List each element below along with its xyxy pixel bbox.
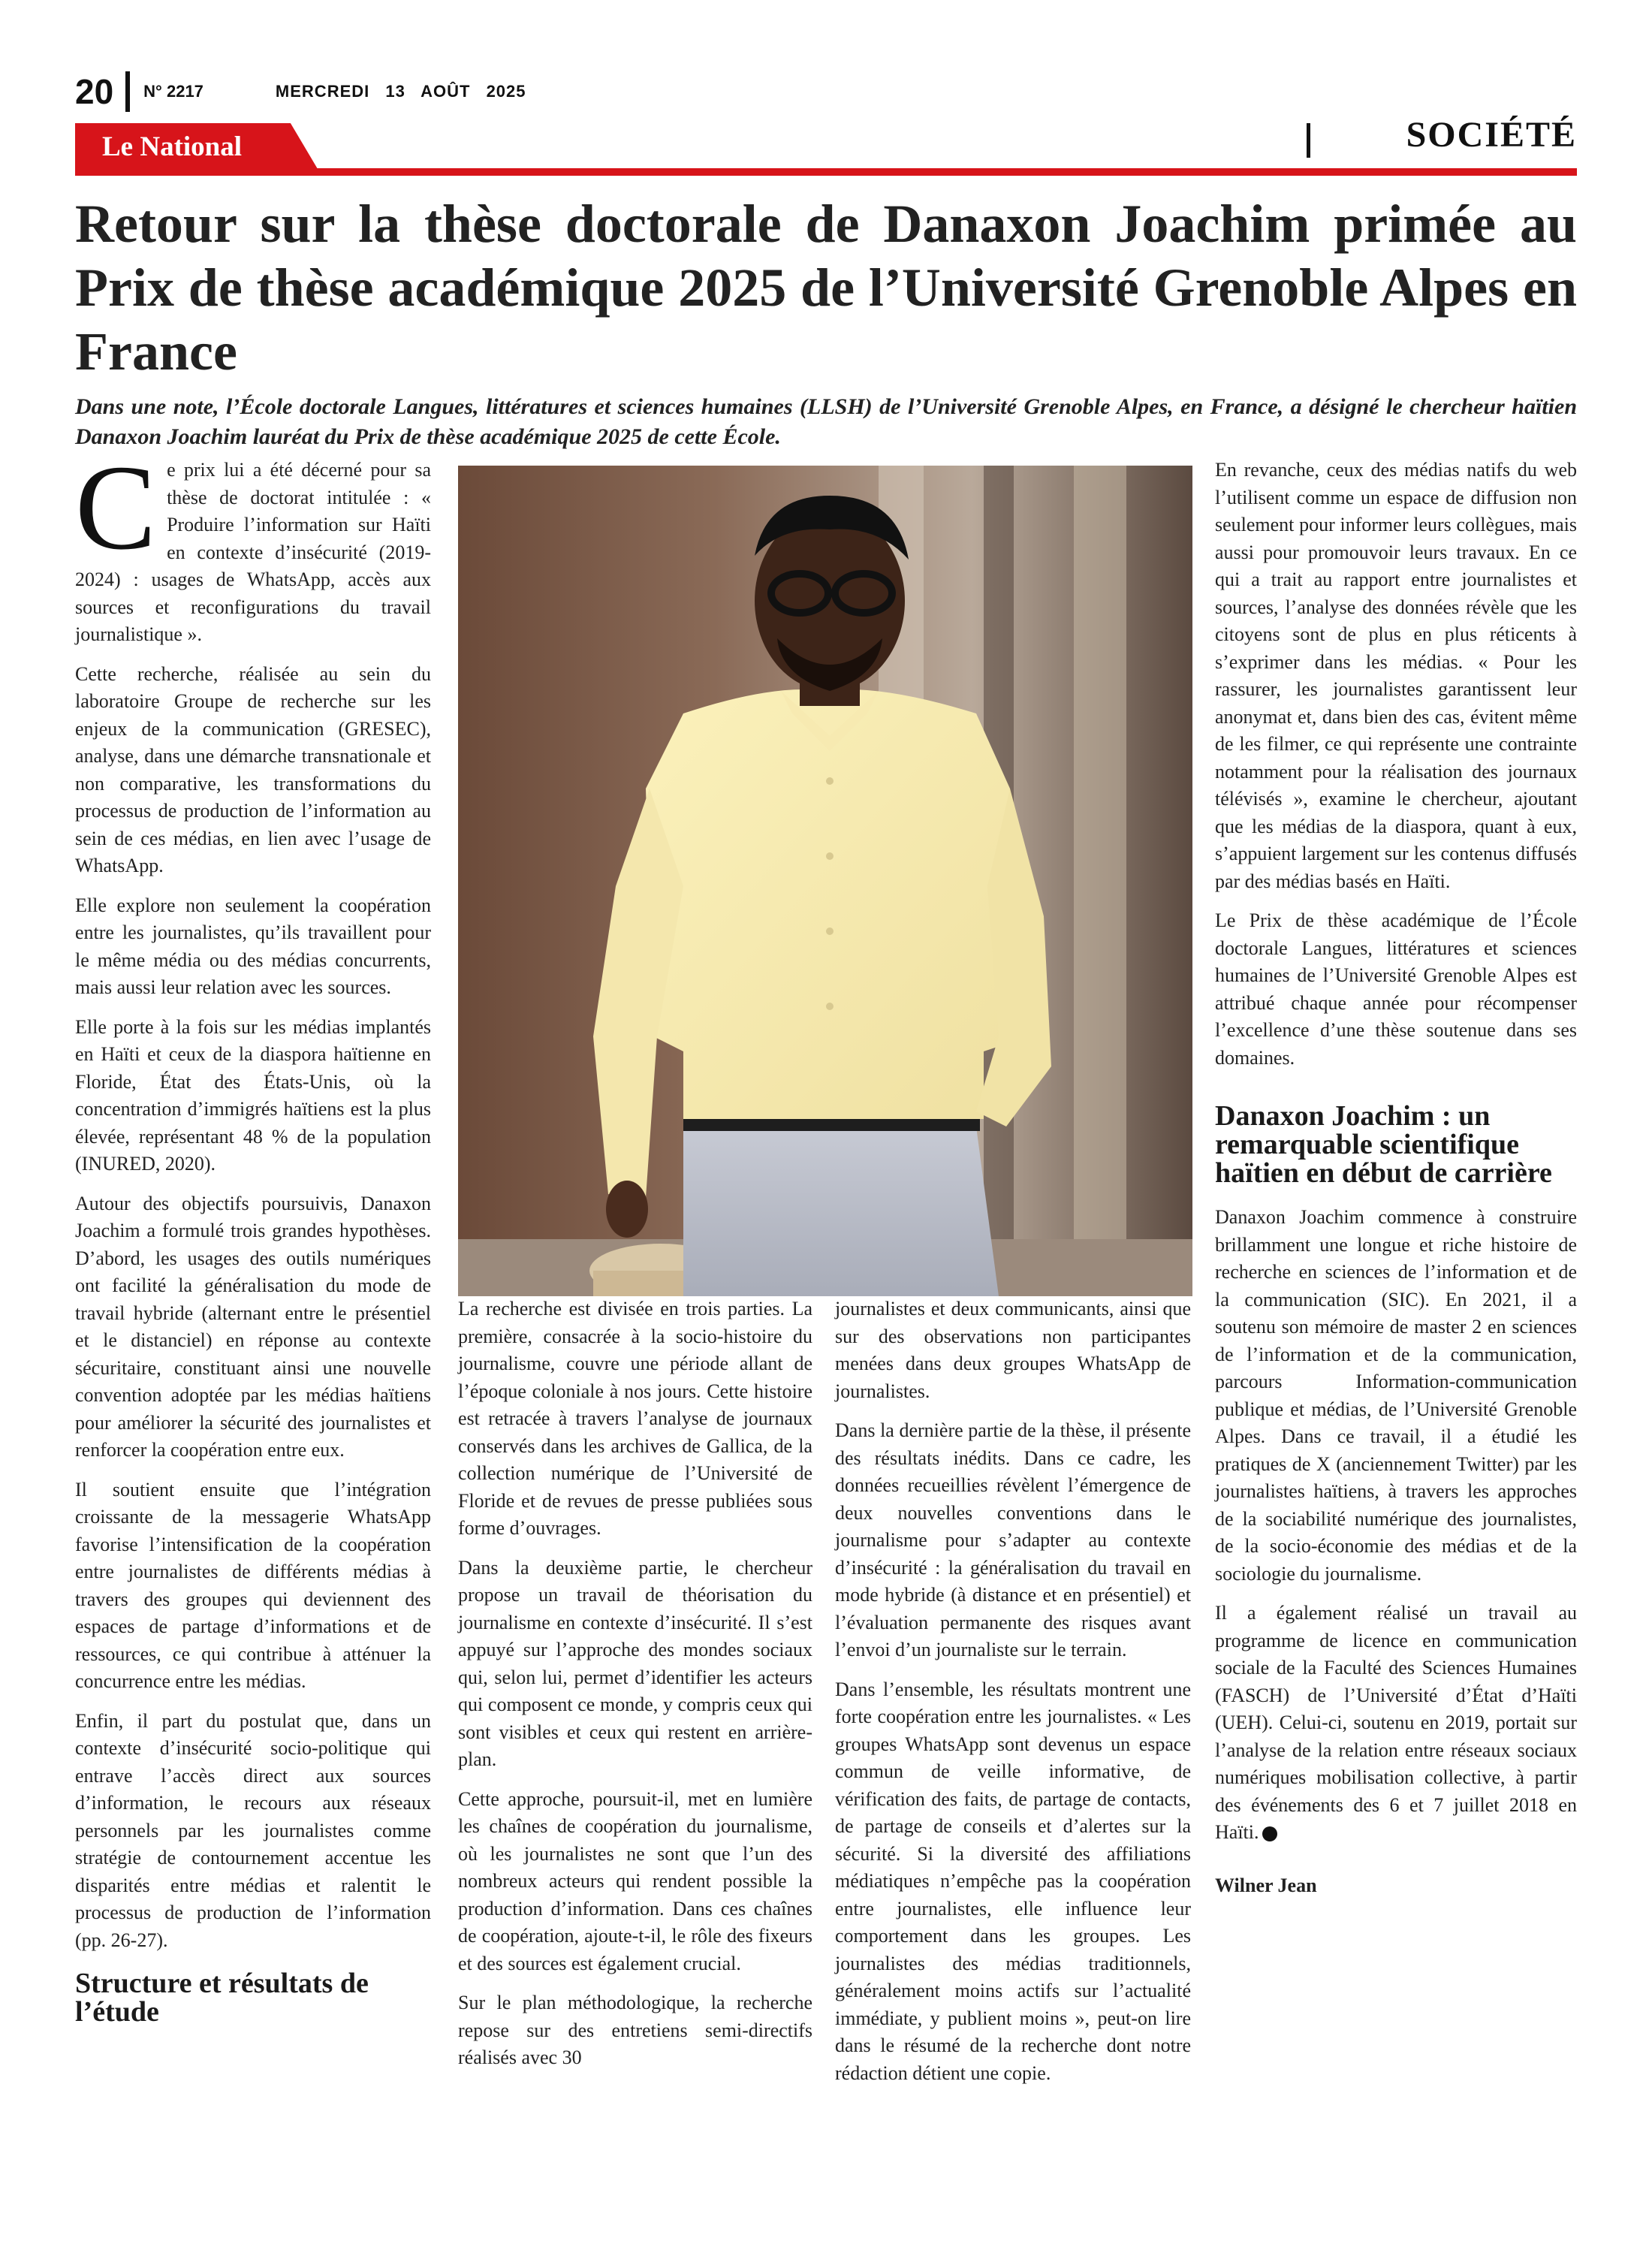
paragraph [1215,1600,1577,1847]
paragraph: Cette recherche, réalisée au sein du laboratoire Groupe de recherche sur les enjeux de la communication (GRESEC), analyse, dans une démarche transnationale et non comparative, les transformations du processus de production de l’information au sein de ces médias, en lien avec l’usage de WhatsApp. [75,662,431,876]
paragraph [75,441,431,649]
column-2 [458,1295,812,2084]
paragraph: Dans l’ensemble, les résultats montrent une forte coopération entre les journalistes. « Les groupes WhatsApp sont devenus un espace commun de veille informative, de vérification des faits, de partage de contacts, de partage de conseils et d’alertes sur la sécurité. Si la diversité des affiliations médiatiques n’empêche pas la coopération entre journalistes, elle influence leur comportement dans les groupes. Les journalistes des médias traditionnels, généralement moins actifs sur l’actualité immédiate, y publient moins », peut-on lire dans le résumé de la recherche dont notre rédaction détient une copie. [835,1678,1191,2084]
publication-date: MERCREDI 13 AOÛT 2025 [275,82,526,101]
paragraph: Cette approche, poursuit-il, met en lumière les chaînes de coopération du journalisme, où les journalistes ne sont que l’un des nombreux acteurs qui rendent possible la production d’information. Dans ces chaînes de coopération, ajoute-t-il, le rôle des fixeurs et des sources est également crucial. [458,1787,812,1974]
drop-cap: C [75,441,157,575]
paragraph: journalistes et deux communicants, ainsi que sur des observations non participantes menées dans deux groupes WhatsApp de journalistes. [835,1298,1191,1402]
paragraph-text: Il a également réalisé un travail au programme de licence en communication sociale de la Faculté des Sciences Humaines (FASCH) de l’Université d’État d’Haïti (UEH). Celui-ci, soutenu en 2019, portait sur l’analyse de la relation entre réseaux sociaux numériques mobilisation collective, à partir des événements des 6 et 7 juillet 2018 en Haïti. [1215,1602,1577,1843]
header-rule [75,168,1577,176]
author-signature: Wilner Jean [1215,1874,1317,1896]
paragraph: Dans la dernière partie de la thèse, il présente des résultats inédits. Dans ce cadre, les données recueillies révèlent l’émergence de deux nouvelles conventions dans le journalisme pour s’adapter au contexte d’insécurité : la généralisation du travail en mode hybride (à distance et en présentiel) et l’évaluation permanente des risques avant l’envoi d’un journaliste sur le terrain. [835,1419,1191,1660]
issue-number: N° 2217 [143,82,203,101]
column-3 [835,1295,1191,2099]
column-4 [1215,457,1577,1899]
paragraph: Elle porte à la fois sur les médias implantés en Haïti et ceux de la diaspora haïtienne en Floride, État des États-Unis, où la concentration d’immigrés haïtiens est la plus élevée, représentant 48 % de la population (INURED, 2020). [75,1015,431,1175]
article-lede: Dans une note, l’École doctorale Langues, littératures et sciences humaines (LLSH) de l’Université Grenoble Alpes, en France, a désigné le chercheur haïtien Danaxon Joachim lauréat du Prix de thèse académique 2025 de cette École. [75,394,1577,449]
subheading: Danaxon Joachim : un remarquable scientifique haïtien en début de carrière [1215,1100,1552,1189]
brand-name: Le National [102,131,243,162]
paragraph: Le Prix de thèse académique de l’École doctorale Langues, littératures et sciences humaines de l’Université Grenoble Alpes est attribué chaque année pour récompenser l’excellence d’une thèse soutenue dans ses domaines. [1215,909,1577,1069]
end-mark-icon [1262,1826,1277,1841]
article-title: Retour sur la thèse doctorale de Danaxon Joachim primée au Prix de thèse académique 2025 de l’Université Grenoble Alpes en France [75,194,1577,382]
article-photo [458,466,1192,1296]
paragraph: Dans la deuxième partie, le chercheur propose un travail de théorisation du journalisme en contexte d’insécurité. Il s’est appuyé sur l’approche des mondes sociaux qui, selon lui, permet d’identifier les acteurs qui composent ce monde, y compris ceux qui sont visibles et ceux qui restent en arrière-plan. [458,1556,812,1770]
paragraph: En revanche, ceux des médias natifs du web l’utilisent comme un espace de diffusion non seulement pour informer leurs collègues, mais aussi pour promouvoir leurs travaux. En ce qui a trait au rapport entre journalistes et sources, l’analyse des données révèle que les citoyens sont de plus en plus réticents à s’exprimer dans les médias. « Pour les rassurer, les journalistes garantissent leur anonymat et, dans bien des cas, évitent même de les filmer, ce qui représente une contrainte notamment pour la réalisation des journaux télévisés », examine le chercheur, ajoutant que les médias de la diaspora, quant à eux, s’appuient largement sur les contenus diffusés par des médias basés en Haïti. [1215,459,1577,892]
paragraph: Elle explore non seulement la coopération entre les journalistes, qu’ils travaillent pour le même média ou des médias concurrents, mais aussi leur relation avec les sources. [75,894,431,998]
header-divider [125,71,130,112]
page-header [75,69,526,114]
paragraph: Autour des objectifs poursuivis, Danaxon Joachim a formulé trois grandes hypothèses. D’abord, les usages des outils numériques ont facilité la généralisation du mode de travail hybride (alternant entre le présentiel et le distanciel) en réponse au contexte sécuritaire, constituant ainsi une nouvelle convention adoptée par les médias haïtiens pour améliorer la sécurité des journalistes et renforcer la coopération entre eux. [75,1192,431,1461]
section-name: SOCIÉTÉ [1406,115,1577,155]
subheading: Structure et résultats de l’étude [75,1968,369,2028]
paragraph: Sur le plan méthodologique, la recherche repose sur des entretiens semi-directifs réalisés avec 30 [458,1992,812,2068]
paragraph: Danaxon Joachim commence à construire brillamment une longue et riche histoire de recherche en sciences de l’information et de la communication (SIC). En 2021, il a soutenu son mémoire de master 2 en sciences de l’information et de la communication, parcours Information-communication publique et médias, de l’Université Grenoble Alpes. Dans ce travail, il a étudié les pratiques de X (anciennement Twitter) par les journalistes haïtiens, à travers les approches de la sociabilité numérique des journalistes, de la socio-économie des médias et de la sociologie du journalisme. [1215,1206,1577,1585]
paragraph-text: e prix lui a été décerné pour sa thèse de doctorat intitulée : « Produire l’information sur Haïti en contexte d’insécurité (2019-2024) : usages de WhatsApp, accès aux sources et reconfigurations du travail journalistique ». [75,459,431,645]
portrait-photo [458,466,1192,1296]
paragraph: Enfin, il part du postulat que, dans un contexte d’insécurité socio-politique qui entrave l’accès direct aux sources d’information, le recours aux réseaux personnels par les journalistes comme stratégie de contournement accentue les disparités entre médias et ralentit le processus de production de l’information (pp. 26-27). [75,1709,431,1951]
column-1 [75,441,431,2043]
paragraph: La recherche est divisée en trois parties. La première, consacrée à la socio-histoire du journalisme, couvre une période allant de l’époque coloniale à nos jours. Cette histoire est retracée à travers l’analyse de journaux conservés dans les archives de Gallica, de la collection numérique de l’Université de Floride et de revues de presse publiées sous forme d’ouvrages. [458,1298,812,1539]
section-divider [1307,123,1310,158]
paragraph: Il soutient ensuite que l’intégration croissante de la messagerie WhatsApp favorise l’intensification de la coopération entre journalistes de différents médias à travers des groupes qui deviennent des espaces de partage d’informations et de ressources, ce qui contribue à atténuer la concurrence entre les médias. [75,1478,431,1692]
page-number: 20 [75,72,114,111]
